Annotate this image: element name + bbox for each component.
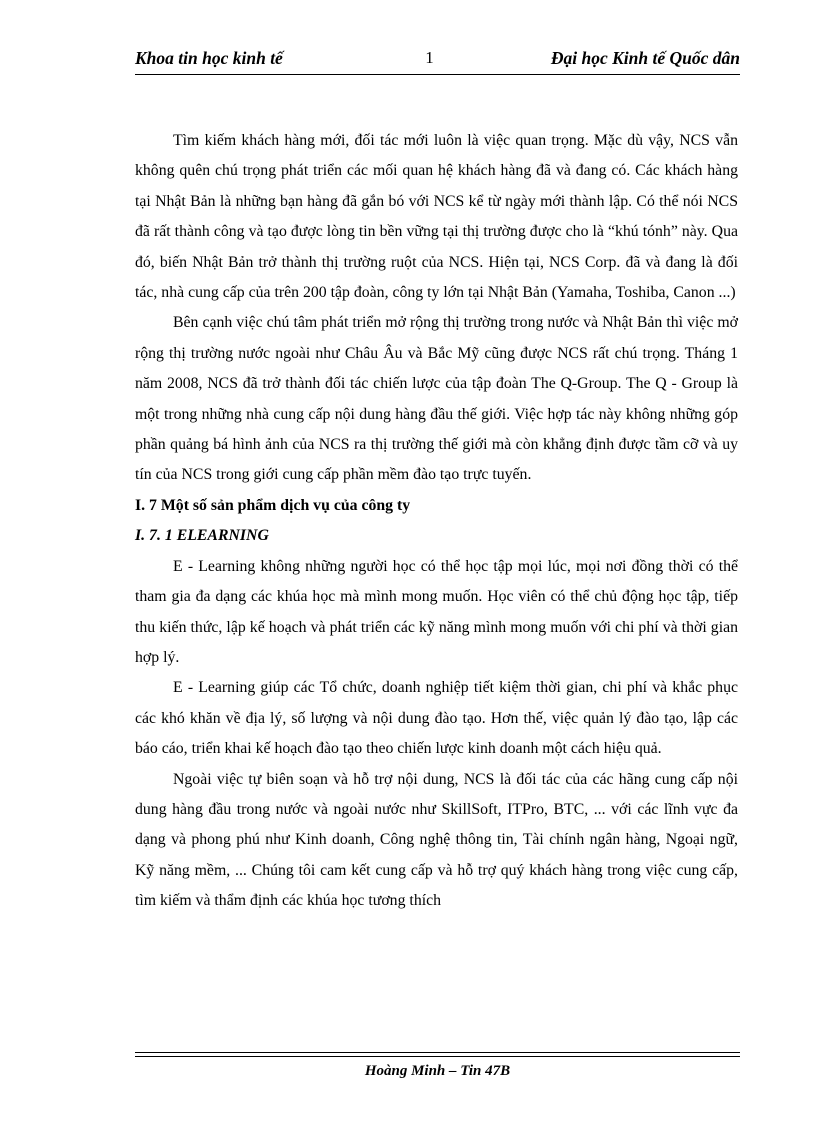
subsection-heading: I. 7. 1 ELEARNING: [135, 527, 269, 545]
paragraph-1: Tìm kiếm khách hàng mới, đối tác mới luôn là việc quan trọng. Mặc dù vậy, NCS vẫn không quên chú trọng phát triển các mối quan hệ khách hàng đã và đang có. Các khách hàng tại Nhật Bản là những bạn hàng đã gắn bó với NCS kể từ ngày mới thành lập. Có thể nói NCS đã rất thành công và tạo được lòng tin bền vững tại thị trường được cho là “khú tónh” này. Qua đó, biến Nhật Bản trở thành thị trường ruột của NCS. Hiện tại, NCS Corp. đã và đang là đối tác, nhà cung cấp của trên 200 tập đoàn, công ty lớn tại Nhật Bản (Yamaha, Toshiba, Canon ...): [135, 132, 738, 302]
header-faculty: Khoa tin học kinh tế: [135, 48, 283, 68]
page-footer: [135, 1052, 740, 1080]
paragraph-2: Bên cạnh việc chú tâm phát triển mở rộng thị trường trong nước và Nhật Bản thì việc mở rộng thị trường nước ngoài như Châu Âu và Bắc Mỹ cũng được NCS rất chú trọng. Tháng 1 năm 2008, NCS đã trở thành đối tác chiến lược của tập đoàn The Q-Group. The Q - Group là một trong những nhà cung cấp nội dung hàng đầu thế giới. Việc hợp tác này không những góp phần quảng bá hình ảnh của NCS ra thị trường thế giới mà còn khẳng định được tầm cỡ và uy tín của NCS trong giới cung cấp phần mềm đào tạo trực tuyến.: [135, 314, 738, 484]
section-heading: I. 7 Một số sản phẩm dịch vụ của công ty: [135, 496, 411, 514]
page-number: 1: [425, 48, 434, 67]
paragraph-5: Ngoài việc tự biên soạn và hỗ trợ nội dung, NCS là đối tác của các hãng cung cấp nội dung hàng đầu trong nước và ngoài nước như SkillSoft, ITPro, BTC, ... với các lĩnh vực đa dạng và phong phú như Kinh doanh, Công nghệ thông tin, Tài chính ngân hàng, Ngoại ngữ, Kỹ năng mềm, ... Chúng tôi cam kết cung cấp và hỗ trợ quý khách hàng trong việc cung cấp, tìm kiếm và thẩm định các khúa học tương thích: [135, 770, 738, 910]
paragraph-4: E - Learning giúp các Tổ chức, doanh nghiệp tiết kiệm thời gian, chi phí và khắc phục các khó khăn về địa lý, số lượng và nội dung đào tạo. Hơn thế, việc quản lý đào tạo, lập các báo cáo, triển khai kế hoạch đào tạo theo chiến lược kinh doanh một cách hiệu quả.: [135, 679, 738, 758]
header-university: Đại học Kinh tế Quốc dân: [550, 48, 740, 68]
page-body: [135, 126, 738, 917]
footer-rule-top: [135, 1052, 740, 1053]
page-header: [135, 48, 740, 75]
paragraph-3: E - Learning không những người học có thể học tập mọi lúc, mọi nơi đồng thời có thể tham gia đa dạng các khúa học mà mình mong muốn. Học viên có thể chủ động học tập, tiếp thu kiến thức, lập kế hoạch và phát triển các kỹ năng mình mong muốn với chi phí và thời gian hợp lý.: [135, 557, 738, 666]
footer-rule-bottom: [135, 1056, 740, 1057]
footer-author: Hoàng Minh – Tin 47B: [364, 1063, 511, 1079]
